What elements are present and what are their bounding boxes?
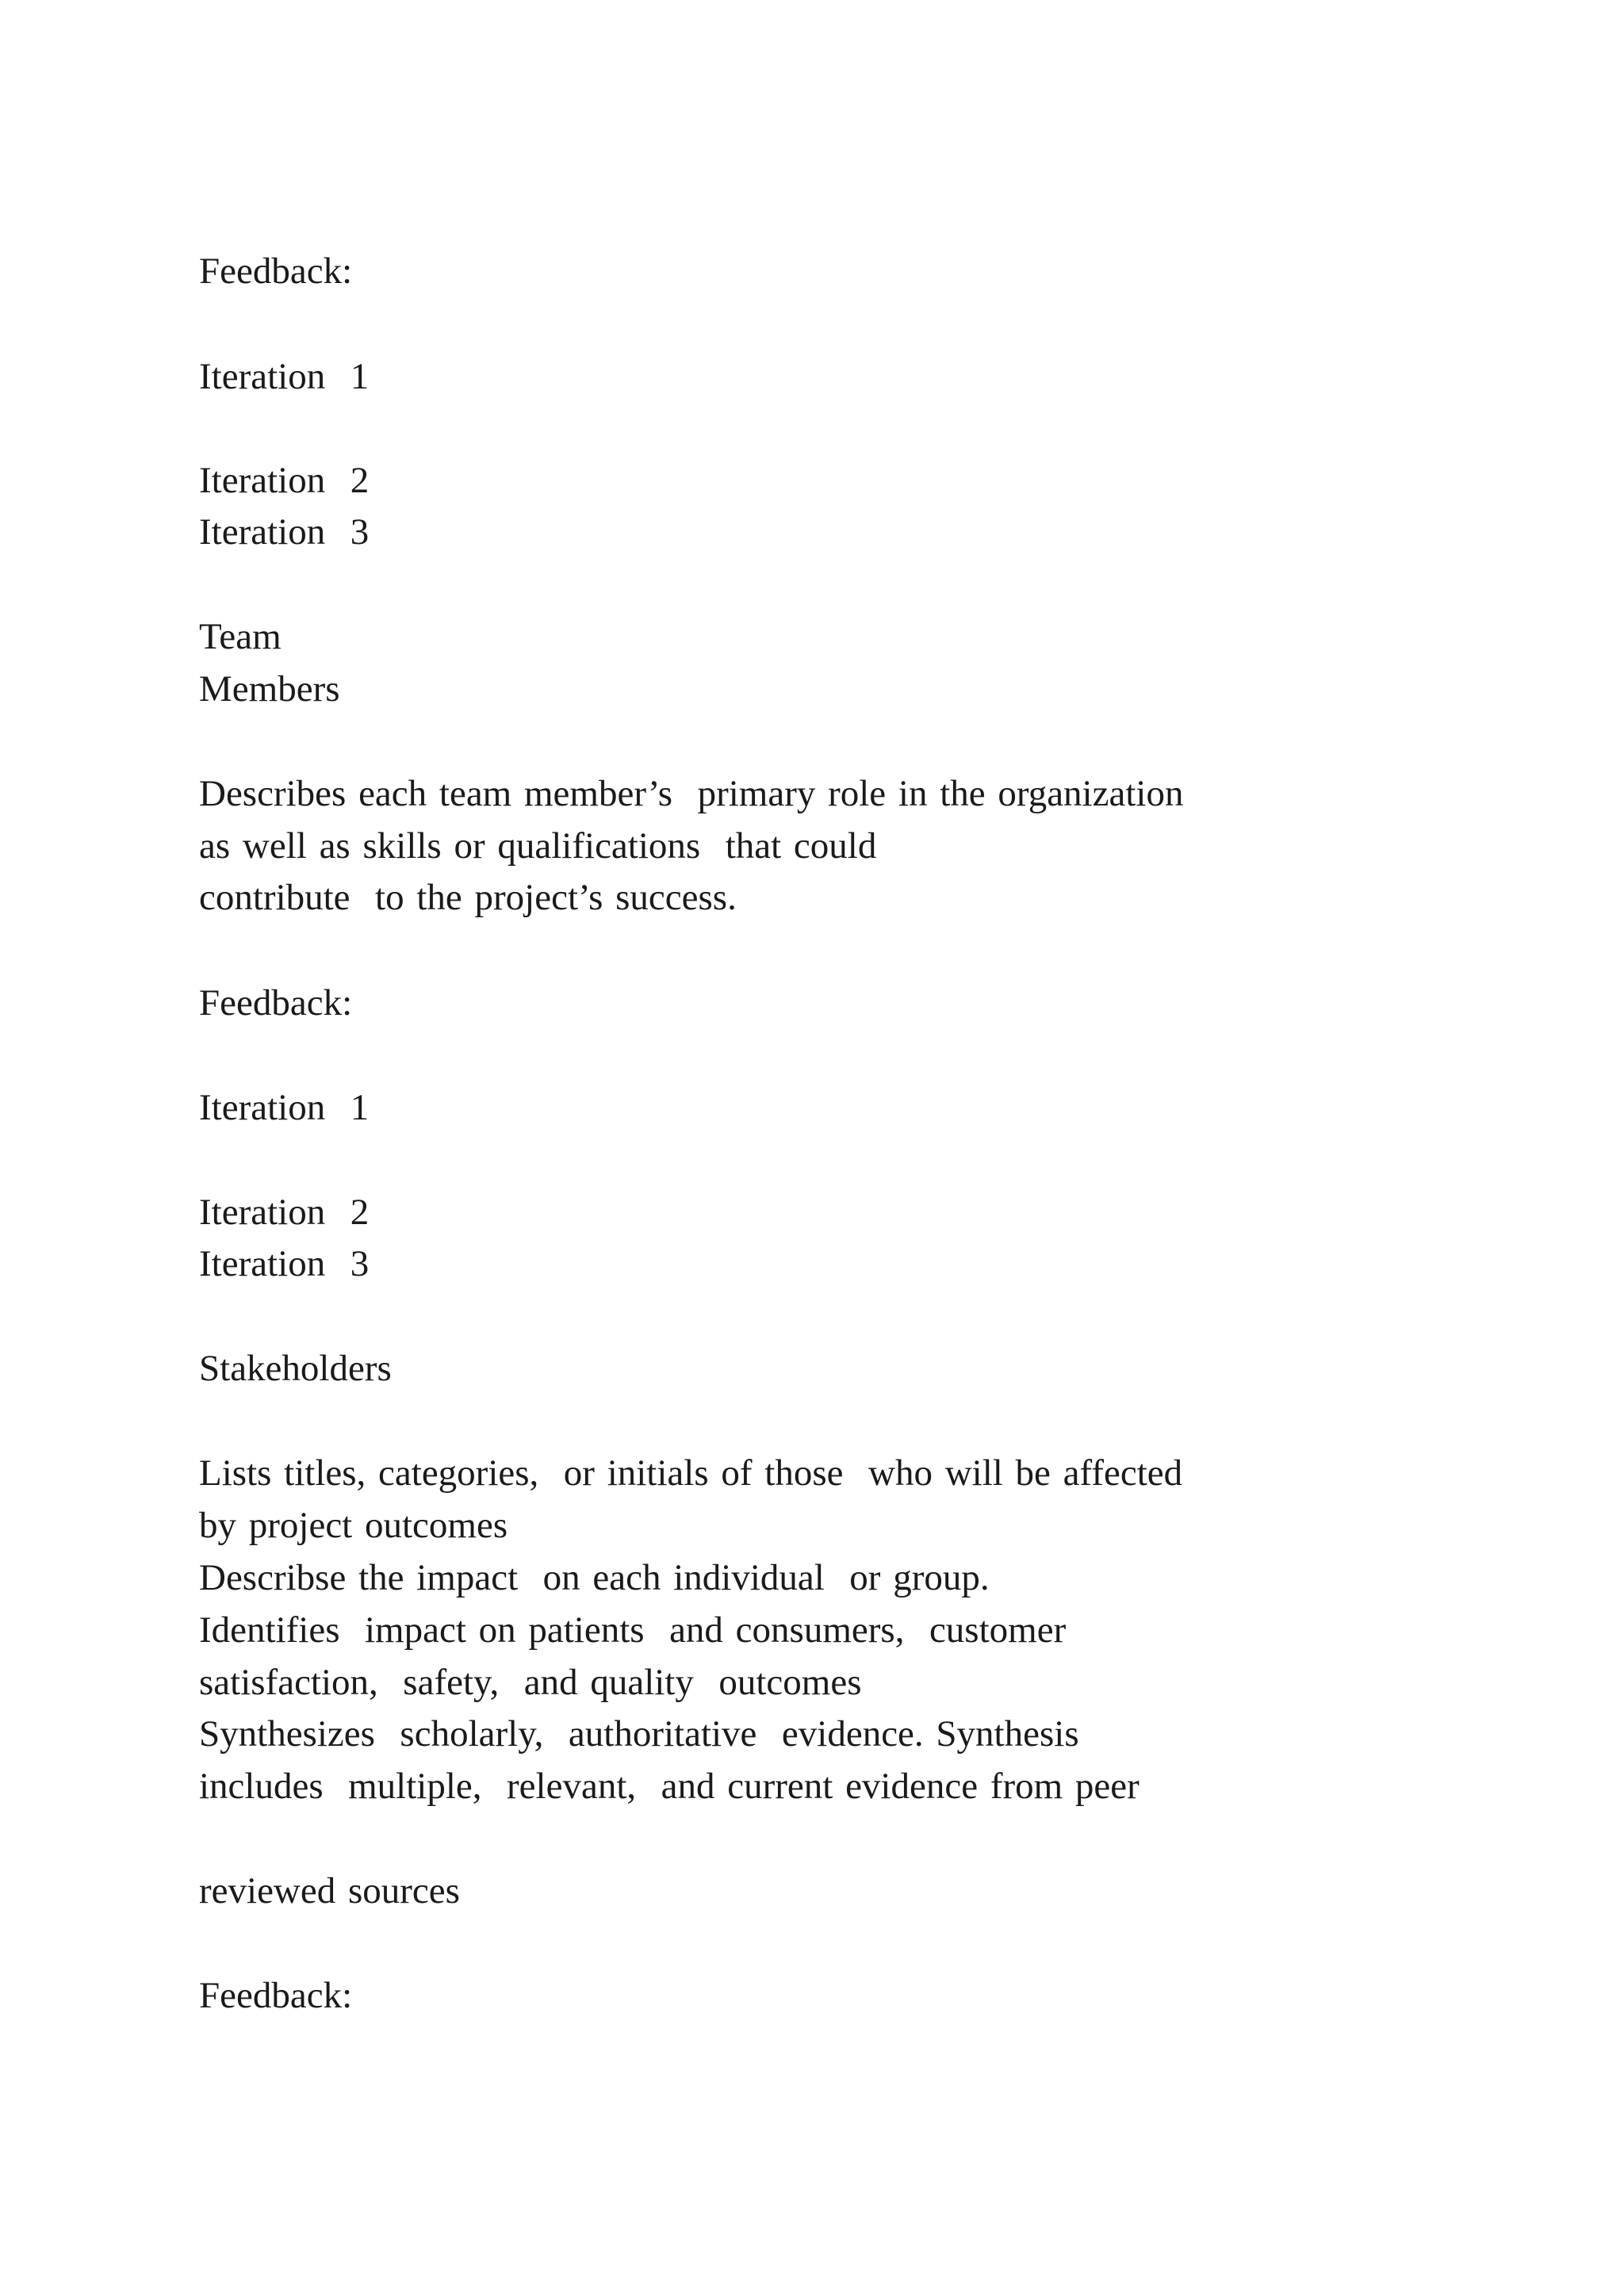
team-description-line: Describes each team member’s primary role in the organization bbox=[199, 773, 1184, 814]
feedback-label: Feedback: bbox=[199, 251, 353, 292]
stakeholders-line: includes multiple, relevant, and current evidence from peer bbox=[199, 1766, 1139, 1807]
team-heading-line-2: Members bbox=[199, 668, 340, 710]
iteration-2-label: Iteration 2 bbox=[199, 460, 370, 501]
stakeholders-heading: Stakeholders bbox=[199, 1348, 392, 1389]
stakeholders-line: by project outcomes bbox=[199, 1505, 508, 1546]
team-description-line: contribute to the project’s success. bbox=[199, 877, 737, 918]
feedback-label: Feedback: bbox=[199, 982, 353, 1024]
team-heading-line-1: Team bbox=[199, 616, 282, 657]
feedback-label: Feedback: bbox=[199, 1975, 353, 2016]
stakeholders-line: satisfaction, safety, and quality outcomes bbox=[199, 1662, 862, 1703]
team-description-line: as well as skills or qualifications that could bbox=[199, 825, 877, 867]
iteration-1-label: Iteration 1 bbox=[199, 1087, 370, 1128]
stakeholders-line: Identifies impact on patients and consumers, customer bbox=[199, 1609, 1067, 1651]
stakeholders-line: Describse the impact on each individual or group. bbox=[199, 1557, 990, 1598]
iteration-3-label: Iteration 3 bbox=[199, 1243, 370, 1284]
iteration-1-label: Iteration 1 bbox=[199, 356, 370, 397]
iteration-2-label: Iteration 2 bbox=[199, 1192, 370, 1233]
iteration-3-label: Iteration 3 bbox=[199, 511, 370, 553]
stakeholders-line: Synthesizes scholarly, authoritative evidence. Synthesis bbox=[199, 1713, 1079, 1755]
stakeholders-line: Lists titles, categories, or initials of those who will be affected bbox=[199, 1452, 1183, 1494]
stakeholders-line: reviewed sources bbox=[199, 1870, 460, 1911]
